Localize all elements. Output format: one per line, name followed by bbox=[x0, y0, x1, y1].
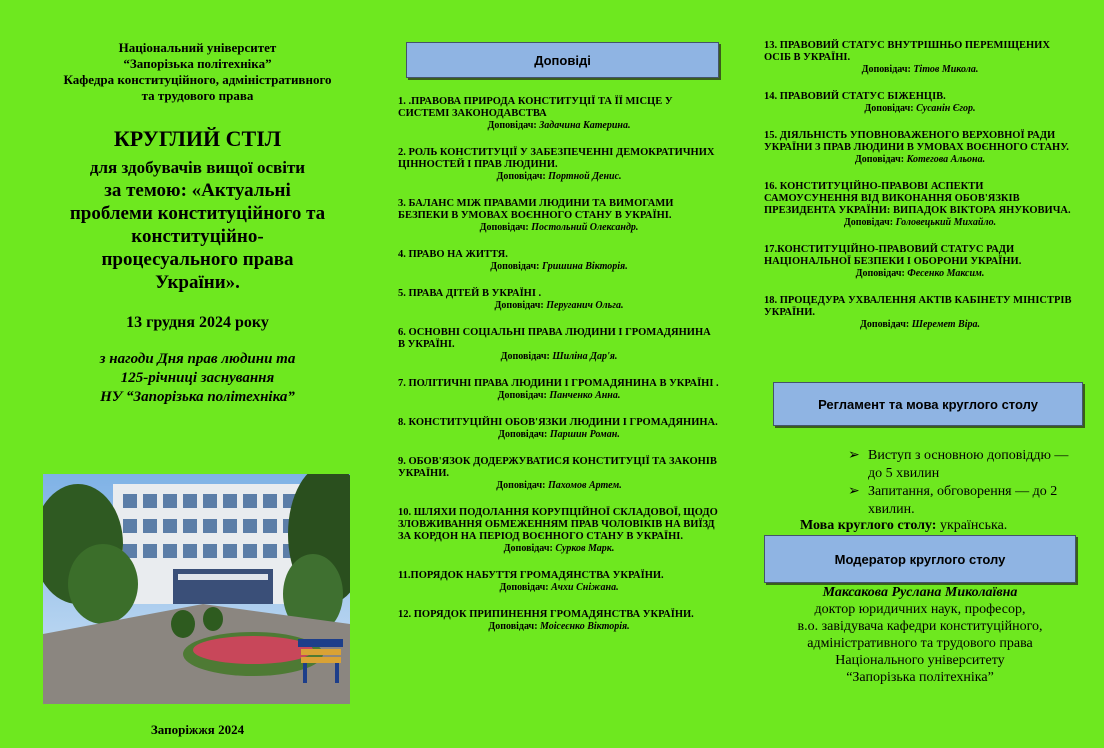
report-title: 14. ПРАВОВИЙ СТАТУС БІЖЕНЦІВ. bbox=[764, 91, 946, 102]
speaker-name: Постольний Олександр. bbox=[531, 222, 639, 233]
report-item bbox=[398, 456, 720, 492]
speaker-label: Доповідач: bbox=[500, 351, 550, 362]
info-panel bbox=[760, 0, 1090, 748]
report-speaker-line bbox=[764, 319, 1076, 331]
speaker-label: Доповідач: bbox=[861, 64, 911, 75]
report-item bbox=[398, 198, 720, 234]
subtitle-line: проблеми конституційного та bbox=[69, 203, 326, 224]
report-speaker-line bbox=[398, 480, 720, 492]
regulation-header-label: Регламент та мова круглого столу bbox=[818, 396, 1038, 412]
moderator-line: “Запорізька політехніка” bbox=[846, 670, 994, 685]
report-title: 10. ШЛЯХИ ПОДОЛАННЯ КОРУПЦІЙНОЇ СКЛАДОВОЇ, ЩОДО ЗЛОВЖИВАННЯ ОБМЕЖЕННЯМ ПРАВ ЧОЛОВІКІВ НА ВИЇЗД ЗА КОРДОН НА ПЕРІОД ВОЄННОГО СТАНУ В УКРАЇНІ. bbox=[398, 507, 718, 542]
report-title: 8. КОНСТИТУЦІЙНІ ОБОВ'ЯЗКИ ЛЮДИНИ І ГРОМАДЯНИНА. bbox=[398, 417, 718, 428]
report-speaker-line bbox=[398, 171, 720, 183]
language-label: Мова круглого столу: bbox=[800, 518, 937, 533]
event-type: КРУГЛИЙ СТІЛ bbox=[113, 126, 282, 151]
speaker-name: Сурков Марк. bbox=[555, 543, 615, 554]
speaker-name: Тітов Микола. bbox=[913, 64, 979, 75]
speaker-name: Задачина Катерина. bbox=[539, 120, 631, 131]
report-item bbox=[764, 40, 1076, 76]
moderator-block bbox=[760, 585, 1080, 686]
speaker-name: Моісеєнко Вікторія. bbox=[540, 621, 630, 632]
speaker-name: Шеремет Віра. bbox=[911, 319, 980, 330]
speaker-name: Ачхи Сніжана. bbox=[551, 582, 619, 593]
speaker-name: Пахомов Артем. bbox=[548, 480, 622, 491]
moderator-line: Національного університету bbox=[835, 653, 1005, 668]
report-item bbox=[398, 327, 720, 363]
university-building-photo bbox=[43, 474, 350, 704]
occasion-line: 125-річниці заснування bbox=[120, 370, 275, 386]
moderator-line: в.о. завідувача кафедри конституційного, bbox=[797, 619, 1043, 634]
report-title: 16. КОНСТИТУЦІЙНО-ПРАВОВІ АСПЕКТИ САМОУСУНЕННЯ ВІД ВИКОНАННЯ ОБОВ'ЯЗКІВ ПРЕЗИДЕНТА УКРАЇНИ: ВИПАДОК ВІКТОРА ЯНУКОВИЧА. bbox=[764, 181, 1071, 216]
report-item bbox=[398, 570, 720, 594]
speaker-name: Панченко Анна. bbox=[549, 390, 621, 401]
speaker-name: Портной Денис. bbox=[548, 171, 622, 182]
speaker-label: Доповідач: bbox=[843, 217, 894, 228]
report-item bbox=[398, 288, 720, 312]
speaker-label: Доповідач: bbox=[496, 171, 546, 182]
report-speaker-line bbox=[398, 543, 720, 555]
moderator-line: адміністративного та трудового права bbox=[807, 636, 1033, 651]
report-title: 13. ПРАВОВИЙ СТАТУС ВНУТРІШНЬО ПЕРЕМІЩЕНИХ ОСІБ В УКРАЇНІ. bbox=[764, 40, 1050, 63]
subtitle-line: для здобувачів вищої освіти bbox=[89, 158, 306, 177]
report-title: 7. ПОЛІТИЧНІ ПРАВА ЛЮДИНИ І ГРОМАДЯНИНА В УКРАЇНІ . bbox=[398, 378, 719, 389]
speaker-label: Доповідач: bbox=[488, 621, 538, 632]
report-title: 5. ПРАВА ДІТЕЙ В УКРАЇНІ . bbox=[398, 288, 542, 299]
report-speaker-line bbox=[398, 300, 720, 312]
report-item bbox=[764, 91, 1076, 115]
report-item bbox=[398, 249, 720, 273]
report-item bbox=[764, 130, 1076, 166]
cover-panel bbox=[20, 0, 375, 748]
speaker-label: Доповідач: bbox=[494, 300, 544, 311]
report-title: 12. ПОРЯДОК ПРИПИНЕННЯ ГРОМАДЯНСТВА УКРАЇНИ. bbox=[398, 609, 694, 620]
speaker-label: Доповідач: bbox=[854, 154, 905, 165]
regulation-block bbox=[838, 447, 1078, 519]
report-speaker-line bbox=[764, 217, 1076, 229]
report-item bbox=[398, 417, 720, 441]
report-item bbox=[398, 378, 720, 402]
speaker-label: Доповідач: bbox=[496, 480, 546, 491]
event-subtitle bbox=[20, 156, 375, 294]
subtitle-line: за темою: «Актуальні bbox=[104, 180, 291, 201]
report-item bbox=[398, 96, 720, 132]
speaker-label: Доповідач: bbox=[503, 543, 553, 554]
report-item bbox=[398, 609, 720, 633]
report-speaker-line bbox=[764, 268, 1076, 280]
report-speaker-line bbox=[764, 154, 1076, 166]
reports-list-continued bbox=[764, 40, 1076, 346]
regulation-bullet-text: Виступ з основною доповіддю — до 5 хвилин bbox=[868, 448, 1069, 481]
report-title: 17.КОНСТИТУЦІЙНО-ПРАВОВИЙ СТАТУС РАДИ НАЦІОНАЛЬНОЇ БЕЗПЕКИ І ОБОРОНИ УКРАЇНИ. bbox=[764, 244, 1022, 267]
institution-line: Національний університет bbox=[118, 40, 277, 55]
moderator-header bbox=[764, 535, 1076, 583]
moderator-header-label: Модератор круглого столу bbox=[834, 551, 1006, 567]
moderator-name: Максакова Руслана Миколаївна bbox=[822, 585, 1018, 600]
speaker-label: Доповідач: bbox=[487, 120, 537, 131]
speaker-label: Доповідач: bbox=[479, 222, 529, 233]
institution-line: “Запорізька політехніка” bbox=[123, 56, 272, 71]
speaker-label: Доповідач: bbox=[497, 390, 547, 401]
report-speaker-line bbox=[398, 429, 720, 441]
reports-header-label: Доповіді bbox=[534, 52, 591, 68]
report-item bbox=[398, 507, 720, 555]
subtitle-line: України». bbox=[155, 272, 240, 293]
speaker-name: Перуганич Ольга. bbox=[546, 300, 624, 311]
speaker-label: Доповідач: bbox=[499, 582, 549, 593]
report-item bbox=[764, 295, 1076, 331]
speaker-label: Доповідач: bbox=[855, 268, 905, 279]
arrow-bullet-icon: ➢ bbox=[848, 484, 860, 499]
report-title: 4. ПРАВО НА ЖИТТЯ. bbox=[398, 249, 508, 260]
regulation-bullet bbox=[838, 447, 1078, 483]
speaker-name: Шиліна Дар'я. bbox=[552, 351, 618, 362]
report-speaker-line bbox=[398, 390, 720, 402]
report-speaker-line bbox=[398, 582, 720, 594]
report-title: 2. РОЛЬ КОНСТИТУЦІЇ У ЗАБЕЗПЕЧЕННІ ДЕМОКРАТИЧНИХ ЦІННОСТЕЙ І ПРАВ ЛЮДИНИ. bbox=[398, 147, 715, 170]
institution-line: та трудового права bbox=[141, 88, 254, 103]
speaker-name: Фесенко Максим. bbox=[907, 268, 985, 279]
subtitle-line: процесуального права bbox=[101, 249, 294, 270]
report-speaker-line bbox=[398, 261, 720, 273]
report-title: 9. ОБОВ'ЯЗОК ДОДЕРЖУВАТИСЯ КОНСТИТУЦІЇ ТА ЗАКОНІВ УКРАЇНИ. bbox=[398, 456, 717, 479]
regulation-bullet bbox=[838, 483, 1078, 519]
occasion-block bbox=[20, 350, 375, 407]
report-speaker-line bbox=[764, 103, 1076, 115]
speaker-name: Головецький Михайло. bbox=[895, 217, 997, 228]
speaker-name: Гришина Вікторія. bbox=[541, 261, 628, 272]
report-speaker-line bbox=[398, 222, 720, 234]
language-value: українська. bbox=[939, 518, 1008, 533]
report-item bbox=[764, 244, 1076, 280]
institution-line: Кафедра конституційного, адміністративного bbox=[63, 72, 332, 87]
report-title: 6. ОСНОВНІ СОЦІАЛЬНІ ПРАВА ЛЮДИНИ І ГРОМАДЯНИНА В УКРАЇНІ. bbox=[398, 327, 711, 350]
report-title: 3. БАЛАНС МІЖ ПРАВАМИ ЛЮДИНИ ТА ВИМОГАМИ БЕЗПЕКИ В УМОВАХ ВОЄННОГО СТАНУ В УКРАЇНІ. bbox=[398, 198, 674, 221]
speaker-label: Доповідач: bbox=[498, 429, 548, 440]
speaker-label: Доповідач: bbox=[864, 103, 914, 114]
event-date: 13 грудня 2024 року bbox=[126, 314, 269, 331]
report-speaker-line bbox=[398, 351, 720, 363]
subtitle-line: конституційно- bbox=[131, 226, 264, 247]
institution-block bbox=[20, 40, 375, 104]
city-year: Запоріжжя 2024 bbox=[150, 722, 245, 737]
report-title: 11.ПОРЯДОК НАБУТТЯ ГРОМАДЯНСТВА УКРАЇНИ. bbox=[398, 570, 664, 581]
occasion-line: НУ “Запорізька політехніка” bbox=[100, 389, 295, 405]
report-title: 15. ДІЯЛЬНІСТЬ УПОВНОВАЖЕНОГО ВЕРХОВНОЇ РАДИ УКРАЇНИ З ПРАВ ЛЮДИНИ В УМОВАХ ВОЄННОГО СТАНУ. bbox=[764, 130, 1069, 153]
reports-header bbox=[406, 42, 719, 78]
report-item bbox=[764, 181, 1076, 229]
report-speaker-line bbox=[398, 120, 720, 132]
speaker-name: Сусанін Єгор. bbox=[916, 103, 976, 114]
regulation-header bbox=[773, 382, 1083, 426]
report-title: 18. ПРОЦЕДУРА УХВАЛЕННЯ АКТІВ КАБІНЕТУ МІНІСТРІВ УКРАЇНИ. bbox=[764, 295, 1072, 318]
reports-list bbox=[398, 96, 720, 648]
arrow-bullet-icon: ➢ bbox=[848, 448, 860, 463]
reports-panel bbox=[395, 0, 725, 748]
moderator-line: доктор юридичних наук, професор, bbox=[814, 602, 1026, 617]
report-speaker-line bbox=[398, 621, 720, 633]
report-item bbox=[398, 147, 720, 183]
speaker-name: Котегова Альона. bbox=[906, 154, 986, 165]
language-line bbox=[800, 518, 1007, 534]
speaker-label: Доповідач: bbox=[860, 319, 910, 330]
speaker-label: Доповідач: bbox=[490, 261, 540, 272]
occasion-line: з нагоди Дня прав людини та bbox=[99, 351, 296, 367]
report-title: 1. .ПРАВОВА ПРИРОДА КОНСТИТУЦІЇ ТА ЇЇ МІСЦЕ У СИСТЕМІ ЗАКОНОДАВСТВА bbox=[398, 96, 673, 119]
speaker-name: Паршин Роман. bbox=[549, 429, 620, 440]
regulation-bullet-text: Запитання, обговорення — до 2 хвилин. bbox=[868, 484, 1058, 517]
report-speaker-line bbox=[764, 64, 1076, 76]
